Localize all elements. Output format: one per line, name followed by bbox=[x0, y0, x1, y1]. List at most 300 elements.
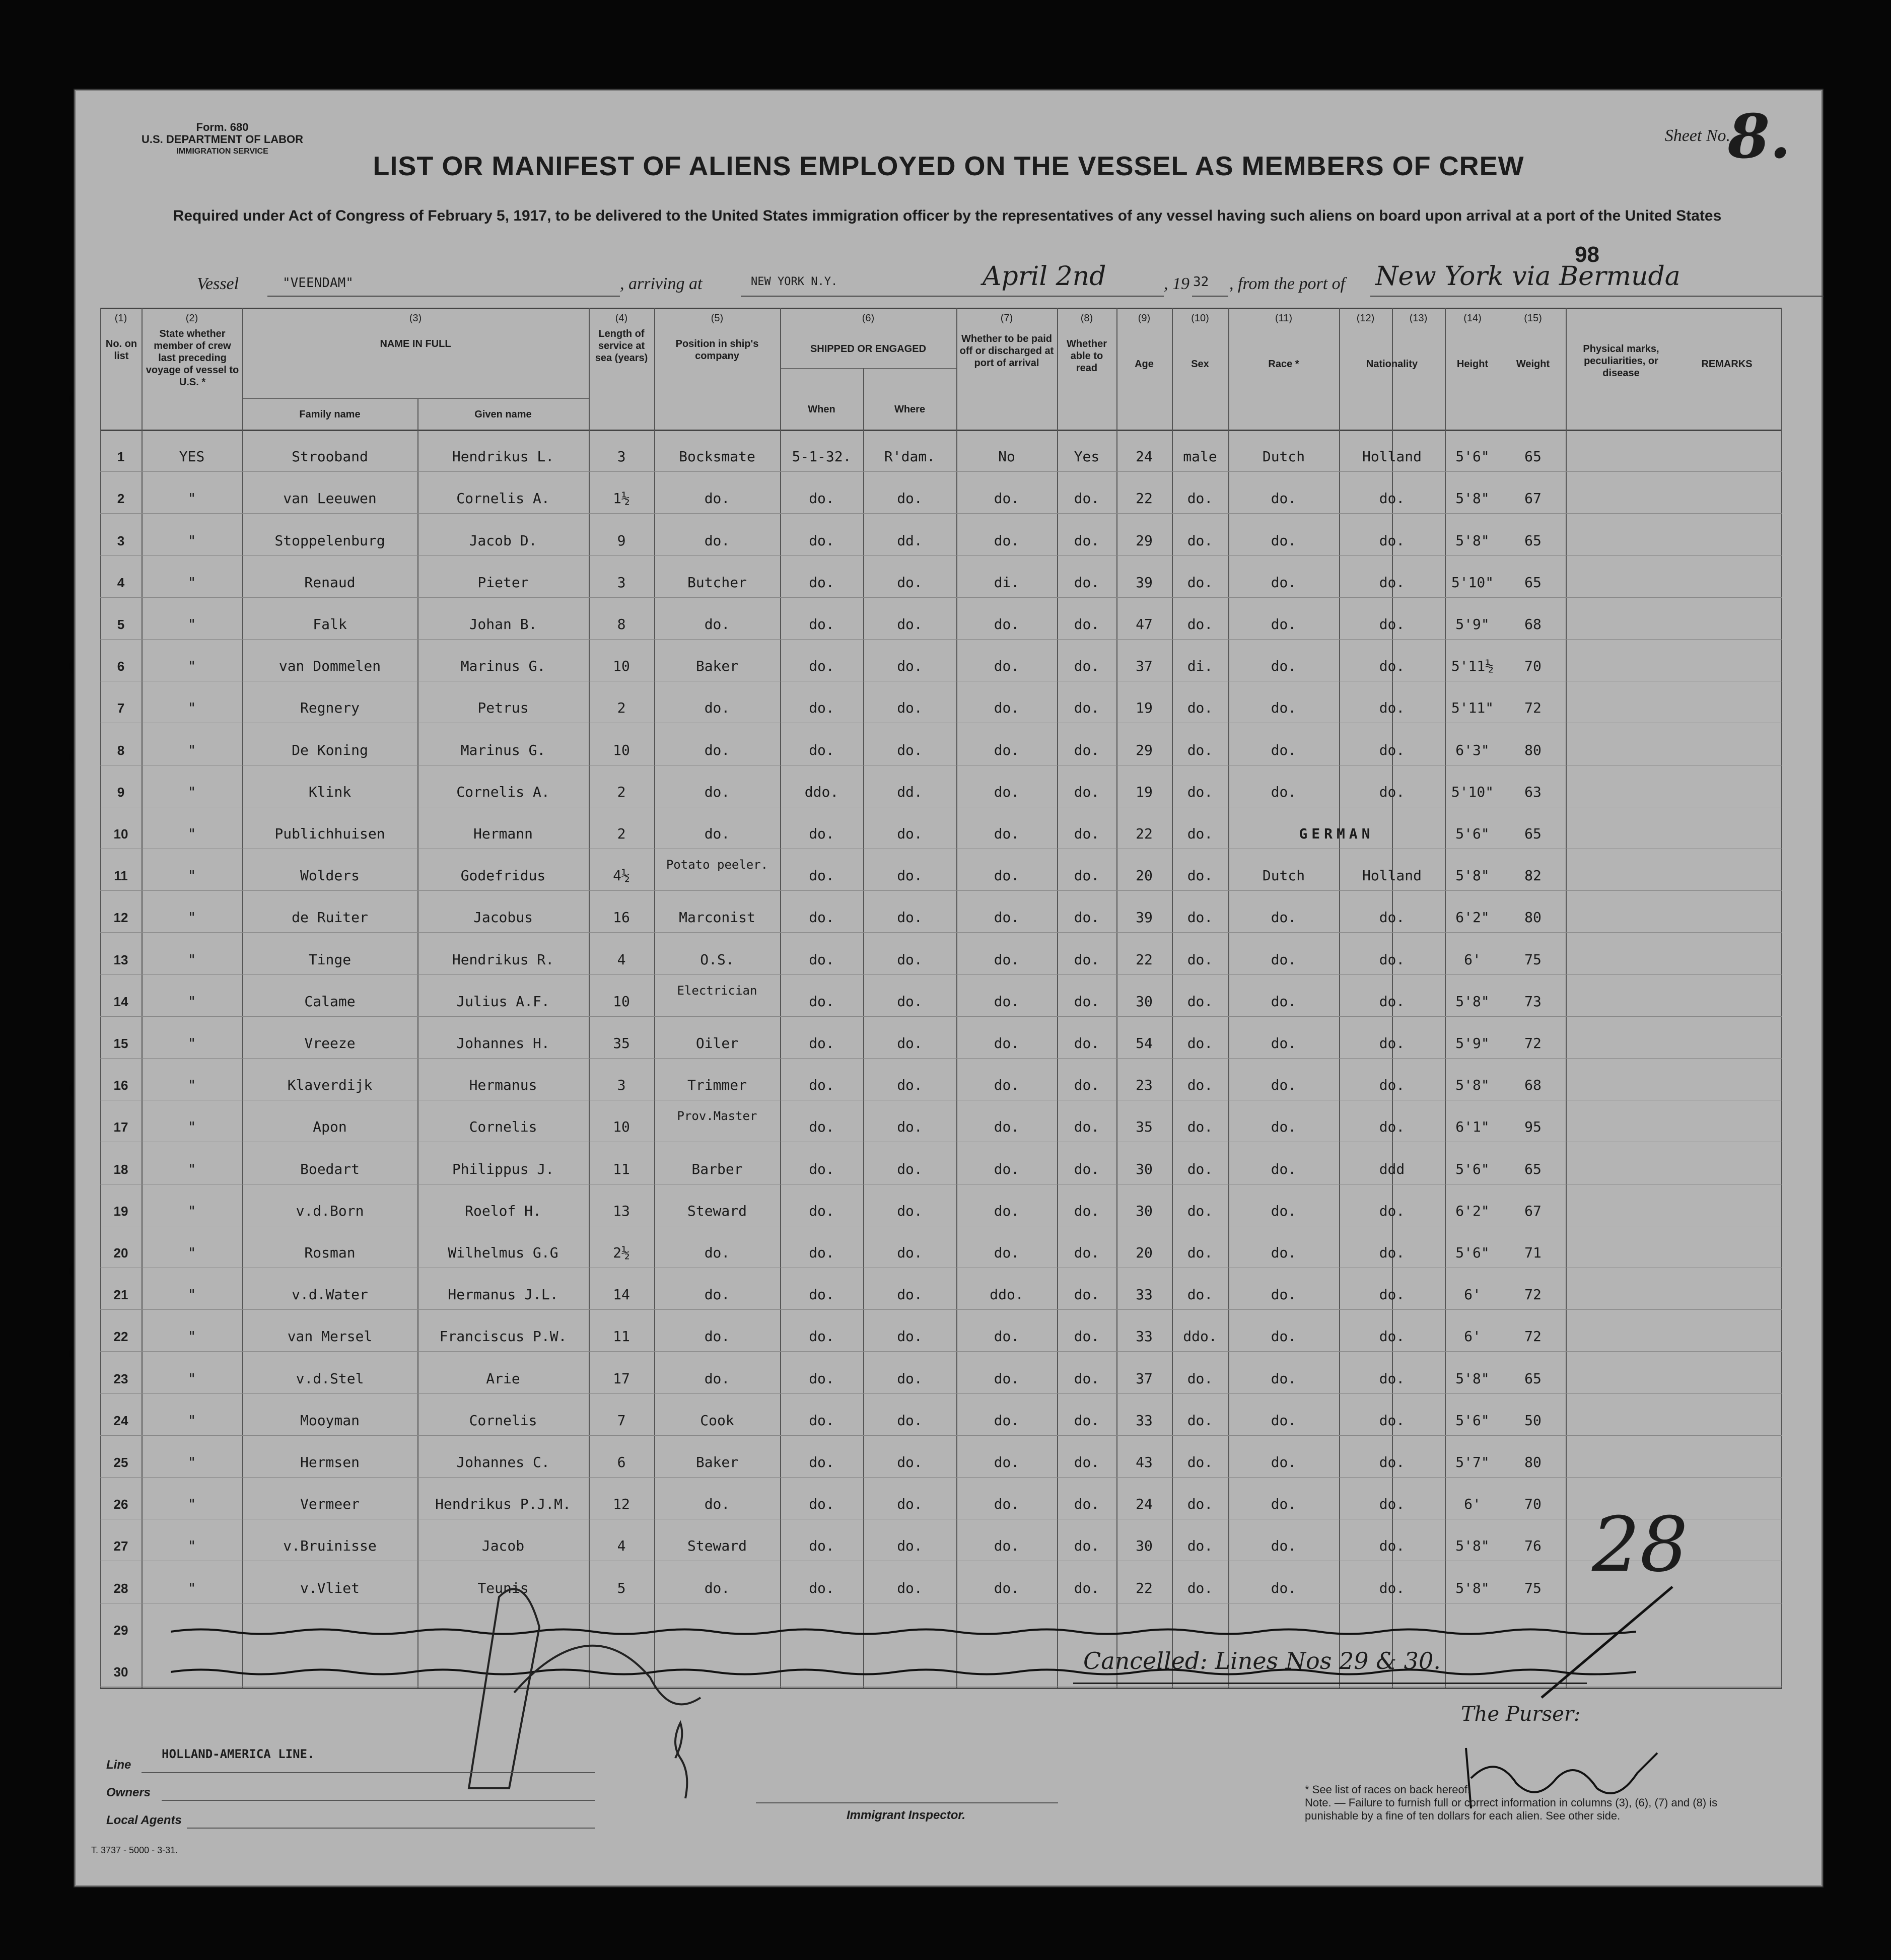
cell-where: do. bbox=[897, 1160, 923, 1177]
cell-prev: " bbox=[187, 699, 196, 717]
cell-race: do. bbox=[1271, 1118, 1297, 1136]
cell-family: Hermsen bbox=[300, 1454, 360, 1471]
cell-weight: 76 bbox=[1524, 1537, 1542, 1555]
cell-read: do. bbox=[1074, 1286, 1100, 1303]
cell-height: 5'8" bbox=[1455, 532, 1490, 549]
header-age: Age bbox=[1135, 359, 1154, 370]
cell-paid: do. bbox=[994, 1579, 1020, 1596]
table-top-rule bbox=[100, 308, 1782, 309]
cell-race: do. bbox=[1271, 1244, 1297, 1261]
cell-height: 5'6" bbox=[1455, 1160, 1490, 1177]
row-number: 24 bbox=[113, 1413, 128, 1428]
cell-where: do. bbox=[897, 1244, 923, 1261]
cell-read: do. bbox=[1074, 951, 1100, 968]
cell-when: do. bbox=[809, 1412, 834, 1429]
column-number: (12) bbox=[1356, 313, 1375, 324]
cell-service: 11 bbox=[613, 1160, 630, 1177]
cell-read: do. bbox=[1074, 574, 1100, 591]
cell-where: do. bbox=[897, 1579, 923, 1596]
row-number: 10 bbox=[113, 826, 128, 842]
cell-race: do. bbox=[1271, 490, 1297, 507]
cell-paid: do. bbox=[994, 1412, 1020, 1429]
cell-prev: " bbox=[187, 1202, 196, 1219]
cell-nationality: do. bbox=[1379, 1412, 1405, 1429]
cell-position: Marconist bbox=[679, 909, 755, 926]
cell-height: 5'6" bbox=[1455, 825, 1490, 842]
cell-given: Johannes C. bbox=[456, 1454, 550, 1471]
cell-age: 22 bbox=[1136, 1579, 1153, 1596]
year-label: , 19 bbox=[1164, 274, 1189, 293]
cell-race: do. bbox=[1271, 1579, 1297, 1596]
cell-nationality: do. bbox=[1379, 1370, 1405, 1387]
cell-prev: " bbox=[187, 532, 196, 549]
cell-read: do. bbox=[1074, 867, 1100, 884]
cell-sex: male bbox=[1183, 448, 1217, 465]
cell-given: Jacob D. bbox=[469, 532, 537, 549]
cell-prev: " bbox=[187, 951, 196, 968]
cell-age: 33 bbox=[1136, 1412, 1153, 1429]
cell-given: Roelof H. bbox=[465, 1202, 541, 1219]
cell-sex: di. bbox=[1187, 658, 1213, 675]
row-number: 23 bbox=[113, 1371, 128, 1386]
cell-race: do. bbox=[1271, 1286, 1297, 1303]
cell-family: De Koning bbox=[292, 741, 368, 758]
arrival-port: NEW YORK N.Y. bbox=[751, 275, 838, 288]
cell-where: do. bbox=[897, 1077, 923, 1094]
cell-read: do. bbox=[1074, 1328, 1100, 1345]
cell-read: do. bbox=[1074, 1496, 1100, 1513]
cell-weight: 72 bbox=[1524, 1328, 1542, 1345]
cell-sex: do. bbox=[1187, 1454, 1213, 1471]
cell-sex: do. bbox=[1187, 699, 1213, 717]
cell-sex: do. bbox=[1187, 616, 1213, 633]
cell-given: Arie bbox=[486, 1370, 520, 1387]
cell-position: do. bbox=[704, 741, 730, 758]
cell-sex: do. bbox=[1187, 783, 1213, 800]
cell-where: do. bbox=[897, 909, 923, 926]
cell-where: do. bbox=[897, 1035, 923, 1052]
cell-sex: do. bbox=[1187, 1244, 1213, 1261]
cell-race: do. bbox=[1271, 574, 1297, 591]
cell-position: do. bbox=[704, 1496, 730, 1513]
cell-read: do. bbox=[1074, 532, 1100, 549]
cell-read: do. bbox=[1074, 783, 1100, 800]
cell-height: 5'11" bbox=[1451, 699, 1494, 717]
cell-paid: ddo. bbox=[990, 1286, 1024, 1303]
cell-position: do. bbox=[704, 1328, 730, 1345]
row-number: 15 bbox=[113, 1036, 128, 1051]
cell-read: do. bbox=[1074, 1077, 1100, 1094]
cell-service: 3 bbox=[617, 1077, 626, 1094]
from-port-label: , from the port of bbox=[1229, 274, 1346, 293]
header-nationality: Nationality bbox=[1366, 359, 1418, 370]
cell-weight: 70 bbox=[1524, 658, 1542, 675]
cell-family: de Ruiter bbox=[292, 909, 368, 926]
cell-where: do. bbox=[897, 1370, 923, 1387]
page-subtitle: Required under Act of Congress of February 5, 1917, to be delivered to the United States immigration officer by the representatives of any vessel having such aliens on board upon arrival at a port of the United States bbox=[173, 207, 1722, 224]
cell-height: 5'9" bbox=[1455, 1035, 1490, 1052]
cell-height: 6'2" bbox=[1455, 1202, 1490, 1219]
cell-age: 24 bbox=[1136, 1496, 1153, 1513]
column-divider bbox=[1566, 308, 1567, 1688]
cell-where: do. bbox=[897, 490, 923, 507]
row-rule bbox=[100, 639, 1782, 640]
cell-paid: do. bbox=[994, 1244, 1020, 1261]
row-rule bbox=[100, 1016, 1782, 1017]
row-number: 7 bbox=[117, 701, 125, 716]
header-physical-marks: Physical marks, peculiarities, or disease bbox=[1583, 343, 1659, 379]
cell-given: Jacobus bbox=[473, 909, 533, 926]
cell-height: 6'2" bbox=[1455, 909, 1490, 926]
header-weight: Weight bbox=[1516, 359, 1550, 370]
cell-read: do. bbox=[1074, 616, 1100, 633]
cell-weight: 95 bbox=[1524, 1118, 1542, 1136]
row-number: 4 bbox=[117, 575, 125, 590]
cell-position: do. bbox=[704, 1370, 730, 1387]
cell-weight: 65 bbox=[1524, 532, 1542, 549]
cell-service: 6 bbox=[617, 1454, 626, 1471]
cell-prev: " bbox=[187, 1286, 196, 1303]
cell-height: 6'1" bbox=[1455, 1118, 1490, 1136]
cell-when: do. bbox=[809, 1035, 834, 1052]
cell-when: do. bbox=[809, 825, 834, 842]
vessel-name: "VEENDAM" bbox=[283, 275, 354, 291]
cell-family: v.d.Born bbox=[296, 1202, 364, 1219]
cell-age: 47 bbox=[1136, 616, 1153, 633]
cell-family: Strooband bbox=[292, 448, 368, 465]
cell-service: 14 bbox=[613, 1286, 630, 1303]
cell-height: 5'6" bbox=[1455, 448, 1490, 465]
cell-given: Hermanus J.L. bbox=[448, 1286, 558, 1303]
cell-family: v.Bruinisse bbox=[283, 1537, 377, 1555]
cell-age: 30 bbox=[1136, 993, 1153, 1010]
cell-service: 8 bbox=[617, 616, 626, 633]
cell-read: do. bbox=[1074, 825, 1100, 842]
cell-service: 4 bbox=[617, 1537, 626, 1555]
cell-age: 22 bbox=[1136, 825, 1153, 842]
cell-height: 6' bbox=[1464, 1328, 1481, 1345]
column-number: (14) bbox=[1463, 313, 1482, 324]
cell-position: do. bbox=[704, 699, 730, 717]
cell-prev: " bbox=[187, 1412, 196, 1429]
row-number: 27 bbox=[113, 1538, 128, 1554]
cell-race: do. bbox=[1271, 1160, 1297, 1177]
cell-sex: do. bbox=[1187, 1160, 1213, 1177]
races-note: * See list of races on back hereof. bbox=[1305, 1783, 1470, 1796]
cell-weight: 71 bbox=[1524, 1244, 1542, 1261]
cell-service: 9 bbox=[617, 532, 626, 549]
cell-weight: 73 bbox=[1524, 993, 1542, 1010]
cell-race: do. bbox=[1271, 909, 1297, 926]
cell-weight: 72 bbox=[1524, 699, 1542, 717]
cell-age: 54 bbox=[1136, 1035, 1153, 1052]
cell-when: do. bbox=[809, 1454, 834, 1471]
cell-prev: " bbox=[187, 741, 196, 758]
cell-height: 5'6" bbox=[1455, 1244, 1490, 1261]
cell-prev: " bbox=[187, 1496, 196, 1513]
cell-given: Cornelis bbox=[469, 1412, 537, 1429]
cell-paid: do. bbox=[994, 1035, 1020, 1052]
cell-where: R'dam. bbox=[884, 448, 936, 465]
row-rule bbox=[100, 513, 1782, 514]
cell-weight: 65 bbox=[1524, 1160, 1542, 1177]
cell-paid: do. bbox=[994, 1328, 1020, 1345]
cell-nationality: do. bbox=[1379, 574, 1405, 591]
cell-given: Philippus J. bbox=[452, 1160, 554, 1177]
row-rule bbox=[100, 471, 1782, 472]
cell-race: do. bbox=[1271, 1412, 1297, 1429]
manifest-sheet bbox=[75, 90, 1823, 1886]
row-rule bbox=[100, 1393, 1782, 1394]
cell-family: Falk bbox=[313, 616, 347, 633]
cell-given: Cornelis A. bbox=[456, 783, 550, 800]
cell-given: Hendrikus R. bbox=[452, 951, 554, 968]
cell-prev: " bbox=[187, 1579, 196, 1596]
cell-age: 23 bbox=[1136, 1077, 1153, 1094]
row-number: 28 bbox=[113, 1580, 128, 1596]
cell-position: Steward bbox=[687, 1537, 747, 1555]
cell-read: do. bbox=[1074, 1370, 1100, 1387]
cell-prev: " bbox=[187, 1370, 196, 1387]
header-length-of-service: Length of service at sea (years) bbox=[595, 328, 648, 364]
header-list-number: No. on list bbox=[105, 338, 137, 362]
departure-port: New York via Bermuda bbox=[1375, 261, 1680, 292]
cell-position: Prov.Master bbox=[677, 1109, 757, 1124]
cell-where: do. bbox=[897, 574, 923, 591]
cell-where: do. bbox=[897, 1496, 923, 1513]
cell-given: Pieter bbox=[477, 574, 529, 591]
cell-position: Baker bbox=[695, 658, 739, 675]
cell-age: 33 bbox=[1136, 1286, 1153, 1303]
cell-position: do. bbox=[704, 1244, 730, 1261]
cell-paid: do. bbox=[994, 699, 1020, 717]
cell-when: do. bbox=[809, 1118, 834, 1136]
cell-sex: do. bbox=[1187, 490, 1213, 507]
cell-race: do. bbox=[1271, 658, 1297, 675]
header-sex: Sex bbox=[1191, 359, 1209, 370]
row-number: 16 bbox=[113, 1078, 128, 1093]
header-given-name: Given name bbox=[474, 409, 532, 420]
cell-race: do. bbox=[1271, 741, 1297, 758]
cell-paid: di. bbox=[994, 574, 1020, 591]
cell-service: 2 bbox=[617, 825, 626, 842]
cell-read: do. bbox=[1074, 1537, 1100, 1555]
row-rule bbox=[100, 1477, 1782, 1478]
cell-age: 22 bbox=[1136, 951, 1153, 968]
column-number: (8) bbox=[1080, 313, 1093, 324]
cell-race: do. bbox=[1271, 783, 1297, 800]
cell-weight: 63 bbox=[1524, 783, 1542, 800]
cell-sex: do. bbox=[1187, 1077, 1213, 1094]
cell-given: Teunis bbox=[477, 1579, 529, 1596]
cell-nationality: do. bbox=[1379, 993, 1405, 1010]
row-number: 8 bbox=[117, 742, 125, 758]
cell-height: 5'8" bbox=[1455, 1370, 1490, 1387]
cell-race: do. bbox=[1271, 1077, 1297, 1094]
penalty-note: Note. — Failure to furnish full or correct information in columns (3), (6), (7) and (8) is punishable by a fine of ten dollars for each alien. See other side. bbox=[1305, 1796, 1718, 1822]
cell-nationality: do. bbox=[1379, 741, 1405, 758]
cell-paid: do. bbox=[994, 783, 1020, 800]
inspector-underline bbox=[756, 1802, 1058, 1803]
arrival-date: April 2nd bbox=[983, 261, 1106, 292]
cell-when: do. bbox=[809, 699, 834, 717]
cell-where: do. bbox=[897, 1412, 923, 1429]
cell-height: 5'8" bbox=[1455, 1537, 1490, 1555]
cell-age: 19 bbox=[1136, 783, 1153, 800]
cell-nationality: do. bbox=[1379, 1118, 1405, 1136]
cell-paid: do. bbox=[994, 909, 1020, 926]
cell-height: 5'10" bbox=[1451, 783, 1494, 800]
cell-nationality: do. bbox=[1379, 1202, 1405, 1219]
underline bbox=[1370, 296, 1824, 297]
row-number: 29 bbox=[113, 1622, 128, 1638]
form-number: Form. 680 bbox=[196, 121, 249, 133]
cell-where: do. bbox=[897, 1286, 923, 1303]
cell-sex: do. bbox=[1187, 909, 1213, 926]
underline bbox=[741, 296, 983, 297]
row-rule bbox=[100, 932, 1782, 933]
row-number: 26 bbox=[113, 1497, 128, 1512]
cell-where: do. bbox=[897, 825, 923, 842]
cell-sex: do. bbox=[1187, 1286, 1213, 1303]
cell-paid: do. bbox=[994, 1202, 1020, 1219]
row-rule bbox=[100, 597, 1782, 598]
cell-weight: 50 bbox=[1524, 1412, 1542, 1429]
header-when: When bbox=[808, 404, 835, 415]
cell-height: 5'8" bbox=[1455, 1579, 1490, 1596]
cell-paid: do. bbox=[994, 658, 1020, 675]
cell-position: do. bbox=[704, 1286, 730, 1303]
cell-prev: " bbox=[187, 490, 196, 507]
cell-nationality: do. bbox=[1379, 532, 1405, 549]
row-number: 12 bbox=[113, 910, 128, 926]
cell-position: Electrician bbox=[677, 983, 757, 998]
cell-family: Mooyman bbox=[300, 1412, 360, 1429]
cell-sex: do. bbox=[1187, 1035, 1213, 1052]
cell-prev: " bbox=[187, 1035, 196, 1052]
cell-when: do. bbox=[809, 1244, 834, 1261]
cell-position: Cook bbox=[700, 1412, 734, 1429]
cell-nationality: do. bbox=[1379, 1035, 1405, 1052]
header-family-name: Family name bbox=[299, 409, 361, 420]
cell-when: do. bbox=[809, 1496, 834, 1513]
header-able-to-read: Whether able to read bbox=[1067, 338, 1107, 374]
cell-prev: " bbox=[187, 993, 196, 1010]
row-number: 19 bbox=[113, 1203, 128, 1219]
cell-service: 5 bbox=[617, 1579, 626, 1596]
cell-where: do. bbox=[897, 1202, 923, 1219]
cell-when: do. bbox=[809, 1370, 834, 1387]
cell-paid: do. bbox=[994, 741, 1020, 758]
row-number: 5 bbox=[117, 617, 125, 632]
cell-family: Vreeze bbox=[304, 1035, 356, 1052]
cell-when: do. bbox=[809, 993, 834, 1010]
cell-family: Stoppelenburg bbox=[274, 532, 385, 549]
cell-paid: do. bbox=[994, 490, 1020, 507]
cell-race: do. bbox=[1271, 1370, 1297, 1387]
cell-age: 20 bbox=[1136, 1244, 1153, 1261]
cell-position: Baker bbox=[695, 1454, 739, 1471]
cell-where: do. bbox=[897, 1118, 923, 1136]
cell-position: Steward bbox=[687, 1202, 747, 1219]
cell-nationality: do. bbox=[1379, 783, 1405, 800]
cell-read: do. bbox=[1074, 490, 1100, 507]
cell-nationality: do. bbox=[1379, 616, 1405, 633]
column-divider bbox=[1781, 308, 1782, 1688]
cell-prev: " bbox=[187, 1454, 196, 1471]
cell-when: do. bbox=[809, 909, 834, 926]
cell-position: Butcher bbox=[687, 574, 747, 591]
cell-weight: 70 bbox=[1524, 1496, 1542, 1513]
cell-family: Wolders bbox=[300, 867, 360, 884]
cell-family: Regnery bbox=[300, 699, 360, 717]
cell-height: 6'3" bbox=[1455, 741, 1490, 758]
cell-paid: do. bbox=[994, 532, 1020, 549]
cell-position: Oiler bbox=[695, 1035, 739, 1052]
cell-position: do. bbox=[704, 490, 730, 507]
cell-weight: 80 bbox=[1524, 741, 1542, 758]
row-rule bbox=[100, 1309, 1782, 1310]
column-divider bbox=[654, 308, 655, 1688]
cell-prev: " bbox=[187, 1118, 196, 1136]
column-number: (2) bbox=[185, 313, 198, 324]
cell-weight: 68 bbox=[1524, 616, 1542, 633]
cell-nationality: do. bbox=[1379, 699, 1405, 717]
stamp-number: 98 bbox=[1575, 242, 1599, 267]
cell-race: do. bbox=[1271, 1496, 1297, 1513]
cell-where: do. bbox=[897, 1454, 923, 1471]
cell-where: do. bbox=[897, 699, 923, 717]
column-number: (9) bbox=[1138, 313, 1151, 324]
cell-family: van Mersel bbox=[287, 1328, 373, 1345]
owners-underline bbox=[162, 1800, 595, 1801]
cell-sex: do. bbox=[1187, 825, 1213, 842]
vessel-label: Vessel bbox=[197, 274, 239, 293]
cell-age: 29 bbox=[1136, 532, 1153, 549]
cell-race: do. bbox=[1271, 699, 1297, 717]
cell-paid: No bbox=[998, 448, 1015, 465]
cell-position: do. bbox=[704, 783, 730, 800]
cell-race: GERMAN bbox=[1299, 825, 1374, 842]
cell-when: do. bbox=[809, 1202, 834, 1219]
column-number: (3) bbox=[409, 313, 422, 324]
cell-weight: 67 bbox=[1524, 1202, 1542, 1219]
cell-family: Rosman bbox=[304, 1244, 356, 1261]
cell-when: do. bbox=[809, 1537, 834, 1555]
underline bbox=[983, 296, 1164, 297]
row-number: 2 bbox=[117, 491, 125, 507]
cell-service: 2½ bbox=[613, 1244, 630, 1261]
header-position: Position in ship's company bbox=[675, 338, 759, 362]
cell-nationality: do. bbox=[1379, 1537, 1405, 1555]
cell-nationality: do. bbox=[1379, 1286, 1405, 1303]
column-number: (6) bbox=[862, 313, 875, 324]
cell-family: Renaud bbox=[304, 574, 356, 591]
cell-age: 29 bbox=[1136, 741, 1153, 758]
cell-sex: do. bbox=[1187, 1496, 1213, 1513]
cell-when: 5-1-32. bbox=[792, 448, 852, 465]
cell-age: 39 bbox=[1136, 909, 1153, 926]
column-divider bbox=[863, 368, 864, 1688]
row-number: 21 bbox=[113, 1287, 128, 1303]
row-number: 14 bbox=[113, 994, 128, 1009]
cell-given: Cornelis bbox=[469, 1118, 537, 1136]
cell-when: ddo. bbox=[804, 783, 839, 800]
column-number: (15) bbox=[1524, 313, 1542, 324]
cancelled-underline bbox=[1073, 1683, 1587, 1684]
column-number: (7) bbox=[1000, 313, 1013, 324]
cell-nationality: do. bbox=[1379, 1244, 1405, 1261]
